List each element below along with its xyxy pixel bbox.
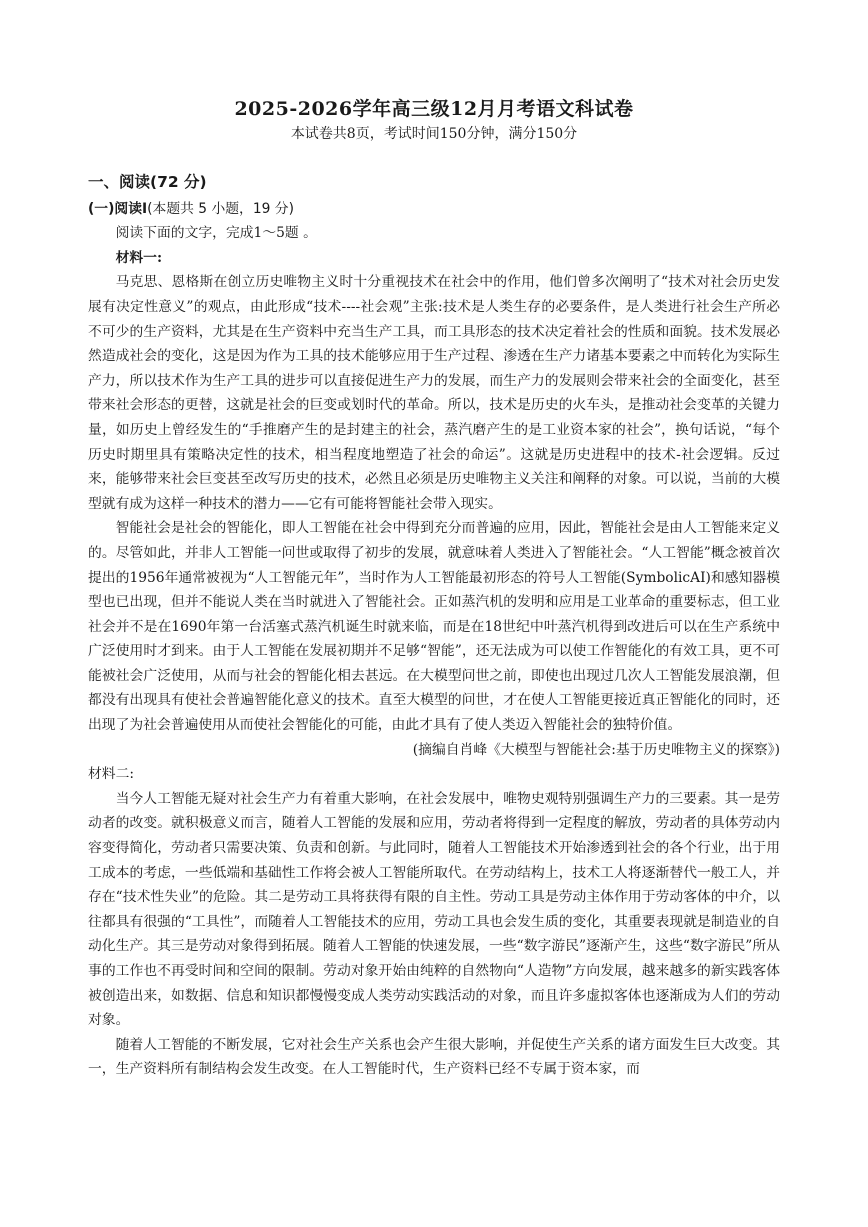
- sub-heading: [88, 197, 780, 222]
- material-2-paragraph: 当今人工智能无疑对社会生产力有着重大影响，在社会发展中，唯物史观特别强调生产力的三要素。其一是劳动者的改变。就积极意义而言，随着人工智能的发展和应用，劳动者将得到一定程度的解放，劳动者的具体劳动内容变得简化，劳动者只需要决策、负责和创新。与此同时，随着人工智能技术开始渗透到社会的各个行业，出于用工成本的考虑，一些低端和基础性工作将会被人工智能所取代。在劳动结构上，技术工人将逐渐替代一般工人，并存在“技术性失业”的危险。其二是劳动工具将获得有限的自主性。劳动工具是劳动主体作用于劳动客体的中介，以往都具有很强的“工具性”，而随着人工智能技术的应用，劳动工具也会发生质的变化，其重要表现就是制造业的自动化生产。其三是劳动对象得到拓展。随着人工智能的快速发展，一些“数字游民”逐渐产生，这些“数字游民”所从事的工作也不再受时间和空间的限制。劳动对象开始由纯粹的自然物向“人造物”方向发展，越来越多的新实践客体被创造出来，如数据、信息和知识都慢慢变成人类劳动实践活动的对象，而且许多虚拟客体也逐渐成为人们的劳动对象。: [88, 790, 780, 1029]
- section-heading: 一、阅读(72 分): [88, 173, 207, 191]
- sub-heading-label: (一)阅读Ⅰ: [88, 200, 148, 217]
- material-1-source: (摘编自肖峰《大模型与智能社会:基于历史唯物主义的探察》): [412, 741, 780, 758]
- material-1-paragraph: 马克思、恩格斯在创立历史唯物主义时十分重视技术在社会中的作用，他们曾多次阐明了“技术对社会历史发展有决定性意义”的观点，由此形成“技术----社会观”主张:技术是人类生存的必要条件，是人类进行社会生产所必不可少的生产资料，尤其是在生产资料中充当生产工具，而工具形态的技术决定着社会的性质和面貌。技术发展必然造成社会的变化，这是因为作为工具的技术能够应用于生产过程、渗透在生产力诸基本要素之中而转化为实际生产力，所以技术作为生产工具的进步可以直接促进生产力的发展，而生产力的发展则会带来社会的全面变化，甚至带来社会形态的更替，这就是社会的巨变或划时代的革命。所以，技术是历史的火车头，是推动社会变革的关键力量，如历史上曾经发生的“手推磨产生的是封建主的社会，蒸汽磨产生的是工业资本家的社会”，换句话说，“每个历史时期里具有策略决定性的技术，相当程度地塑造了社会的命运”。这就是历史进程中的技术-社会逻辑。反过来，能够带来社会巨变甚至改写历史的技术，必然且必须是历史唯物主义关注和阐释的对象。可以说，当前的大模型就有成为这样一种技术的潜力——它有可能将智能社会带入现实。: [88, 274, 780, 512]
- sub-heading-note: (本题共 5 小题，19 分): [147, 200, 294, 217]
- material-1-label: 材料一:: [115, 249, 163, 266]
- material-2-paragraph: 随着人工智能的不断发展，它对社会生产关系也会产生很大影响，并促使生产关系的诸方面发生巨大改变。其一，生产资料所有制结构会发生改变。在人工智能时代，生产资料已经不专属于资本家，而: [88, 1036, 780, 1078]
- material-2-label: 材料二:: [88, 766, 135, 783]
- exam-content: [88, 170, 780, 1082]
- exam-title: 2025-2026学年高三级12月月考语文科试卷: [234, 98, 634, 120]
- exam-subtitle: 本试卷共8页，考试时间150分钟，满分150分: [290, 126, 578, 142]
- reading-instruction: 阅读下面的文字，完成1～5题 。: [115, 225, 317, 242]
- material-1-paragraph: 智能社会是社会的智能化，即人工智能在社会中得到充分而普遍的应用，因此，智能社会是由人工智能来定义的。尽管如此，并非人工智能一问世或取得了初步的发展，就意味着人类进入了智能社会。“人工智能”概念被首次提出的1956年通常被视为“人工智能元年”，当时作为人工智能最初形态的符号人工智能(SymbolicAI)和感知器模型也已出现，但并不能说人类在当时就进入了智能社会。正如蒸汽机的发明和应用是工业革命的重要标志，但工业社会并不是在1690年第一台活塞式蒸汽机诞生时就来临，而是在18世纪中叶蒸汽机得到改进后可以在生产系统中广泛使用时才到来。由于人工智能在发展初期并不足够“智能”，还无法成为可以使工作智能化的有效工具，更不可能被社会广泛使用，从而与社会的智能化相去甚远。在大模型问世之前，即使也出现过几次人工智能发展浪潮，但都没有出现具有使社会普遍智能化意义的技术。直至大模型的问世，才在使人工智能更接近真正智能化的同时，还出现了为社会普遍使用从而使社会智能化的可能，由此才具有了使人类迈入智能社会的独特价值。: [88, 520, 780, 734]
